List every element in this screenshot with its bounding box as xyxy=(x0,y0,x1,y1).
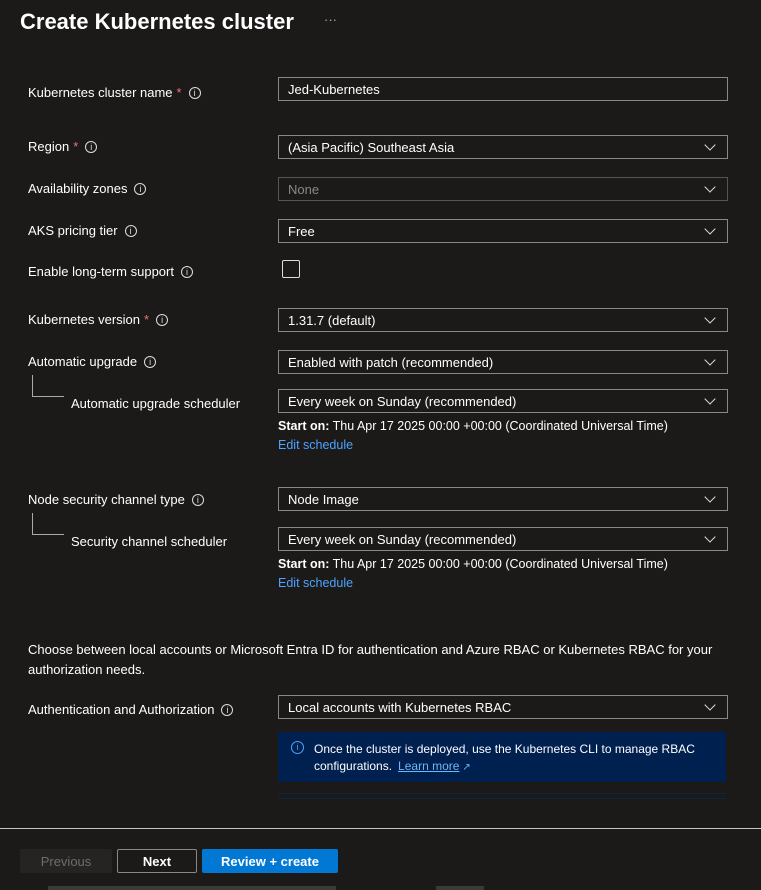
footer-separator xyxy=(0,828,761,829)
scrollbar[interactable] xyxy=(48,886,336,890)
dropdown-value: None xyxy=(288,181,320,197)
auth-description: Choose between local accounts or Microsoft Entra ID for authentication and Azure RBAC or Kubernetes RBAC for your authorization needs. xyxy=(28,642,713,677)
chevron-down-icon xyxy=(704,393,715,404)
chevron-down-icon xyxy=(704,139,715,150)
info-icon[interactable]: i xyxy=(181,266,193,278)
dropdown-value: 1.31.7 (default) xyxy=(288,312,376,328)
dropdown-value: Local accounts with Kubernetes RBAC xyxy=(288,699,512,715)
dropdown-value: Every week on Sunday (recommended) xyxy=(288,531,517,547)
security-scheduler-label xyxy=(71,534,227,549)
tree-connector xyxy=(32,375,64,397)
start-label: Start on: xyxy=(278,557,330,571)
security-scheduler-dropdown[interactable] xyxy=(278,527,728,551)
auth-dropdown[interactable] xyxy=(278,695,728,719)
auto-upgrade-label xyxy=(28,354,156,369)
input-value: Jed-Kubernetes xyxy=(288,81,380,97)
next-button[interactable]: Next xyxy=(117,849,197,873)
cluster-name-label xyxy=(28,85,201,100)
availability-zones-label xyxy=(28,181,146,196)
lts-label xyxy=(28,264,193,279)
auto-upgrade-scheduler-dropdown[interactable] xyxy=(278,389,728,413)
label-text: Automatic upgrade scheduler xyxy=(71,396,241,411)
auth-label xyxy=(28,702,233,717)
label-text: AKS pricing tier xyxy=(28,223,118,238)
node-security-dropdown[interactable] xyxy=(278,487,728,511)
chevron-down-icon xyxy=(704,181,715,192)
info-icon[interactable]: i xyxy=(144,356,156,368)
chevron-down-icon xyxy=(704,312,715,323)
cluster-name-input[interactable] xyxy=(278,77,728,101)
label-text: Node security channel type xyxy=(28,492,185,507)
tree-connector xyxy=(32,513,64,535)
dropdown-value: Free xyxy=(288,223,315,239)
node-security-label xyxy=(28,492,204,507)
label-text: Region xyxy=(28,139,70,154)
label-text: Authentication and Authorization xyxy=(28,702,215,717)
label-text: Automatic upgrade xyxy=(28,354,138,369)
page-title: Create Kubernetes cluster xyxy=(20,9,294,34)
info-icon[interactable]: i xyxy=(125,225,137,237)
divider xyxy=(278,793,726,794)
required-marker: * xyxy=(144,312,150,327)
k8s-version-label xyxy=(28,312,168,327)
info-icon[interactable]: i xyxy=(134,183,146,195)
info-icon[interactable]: i xyxy=(156,314,168,326)
info-icon[interactable]: i xyxy=(221,704,233,716)
pricing-tier-dropdown[interactable] xyxy=(278,219,728,243)
chevron-down-icon xyxy=(704,354,715,365)
chevron-down-icon xyxy=(704,699,715,710)
edit-schedule-link[interactable]: Edit schedule xyxy=(278,438,354,452)
info-banner xyxy=(278,732,726,782)
dropdown-value: (Asia Pacific) Southeast Asia xyxy=(288,139,455,155)
info-icon[interactable]: i xyxy=(189,87,201,99)
security-start xyxy=(278,557,668,571)
label-text: Kubernetes version xyxy=(28,312,141,327)
lts-checkbox[interactable] xyxy=(282,260,300,278)
required-marker: * xyxy=(176,85,182,100)
k8s-version-dropdown[interactable] xyxy=(278,308,728,332)
external-link-icon: ↗ xyxy=(462,762,471,773)
more-options-button[interactable]: ··· xyxy=(324,12,337,27)
review-create-button[interactable]: Review + create xyxy=(202,849,338,873)
previous-button[interactable]: Previous xyxy=(20,849,112,873)
learn-more-link[interactable]: Learn more xyxy=(398,759,460,773)
region-label xyxy=(28,139,97,154)
label-text: Enable long-term support xyxy=(28,264,174,279)
chevron-down-icon xyxy=(704,223,715,234)
label-text: Kubernetes cluster name xyxy=(28,85,173,100)
divider xyxy=(278,798,726,799)
scrollbar-thumb[interactable] xyxy=(436,886,484,890)
dropdown-value: Enabled with patch (recommended) xyxy=(288,354,494,370)
pricing-tier-label xyxy=(28,223,137,238)
auto-upgrade-start xyxy=(278,419,668,433)
info-icon[interactable]: i xyxy=(192,494,204,506)
info-icon[interactable]: i xyxy=(85,141,97,153)
auto-upgrade-dropdown[interactable] xyxy=(278,350,728,374)
start-label: Start on: xyxy=(278,419,330,433)
region-dropdown[interactable] xyxy=(278,135,728,159)
label-text: Availability zones xyxy=(28,181,128,196)
label-text: Security channel scheduler xyxy=(71,534,228,549)
info-icon: i xyxy=(291,741,304,754)
start-value: Thu Apr 17 2025 00:00 +00:00 (Coordinated Universal Time) xyxy=(332,557,668,571)
banner-text: Once the cluster is deployed, use the Kubernetes CLI to manage RBAC configurations. xyxy=(314,742,695,773)
edit-schedule-link[interactable]: Edit schedule xyxy=(278,576,354,590)
start-value: Thu Apr 17 2025 00:00 +00:00 (Coordinated Universal Time) xyxy=(332,419,668,433)
dropdown-value: Every week on Sunday (recommended) xyxy=(288,393,517,409)
auto-upgrade-scheduler-label xyxy=(71,396,240,411)
dropdown-value: Node Image xyxy=(288,491,359,507)
required-marker: * xyxy=(73,139,79,154)
chevron-down-icon xyxy=(704,531,715,542)
availability-zones-dropdown[interactable] xyxy=(278,177,728,201)
chevron-down-icon xyxy=(704,491,715,502)
